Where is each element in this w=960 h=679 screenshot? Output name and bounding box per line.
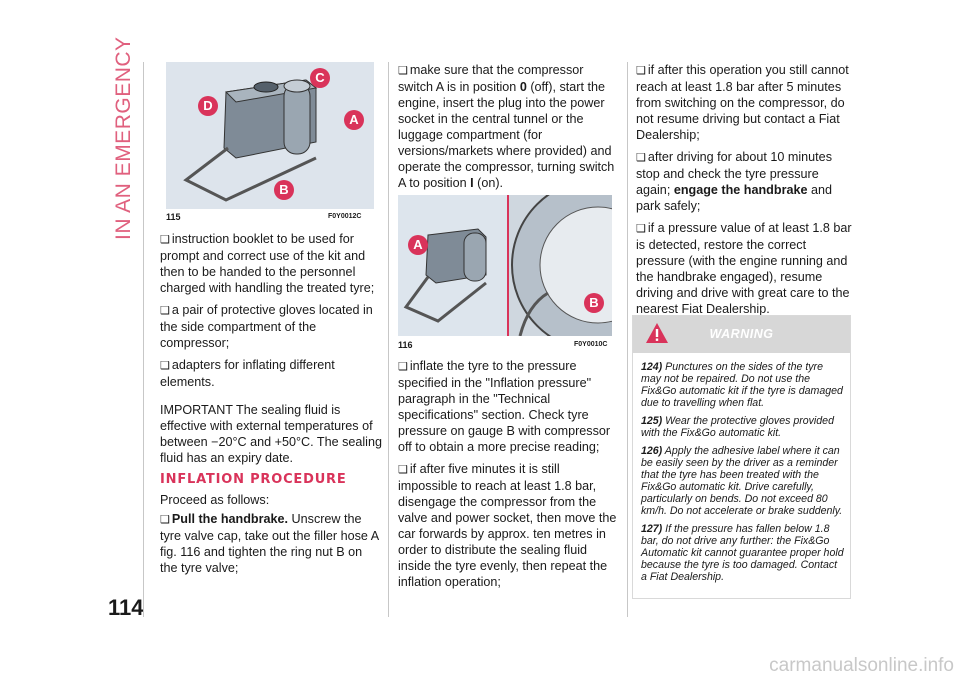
page-number: 114 [108, 595, 144, 620]
list-item: ❑ instruction booklet to be used for prompt and correct use of the kit and then to be handed to the personnel charged with handling the treated tyre; [160, 232, 375, 295]
callout-d: D [198, 96, 218, 116]
list-item: ❑ adapters for inflating different elements. [160, 358, 335, 389]
callout-b: B [584, 293, 604, 313]
list-item: ❑ inflate the tyre to the pressure specified in the "Inflation pressure" paragraph in the "Technical specifications" section. Check tyre pressure on gauge B with compressor off to obtain a more precise reading; [398, 359, 611, 454]
callout-c: C [310, 68, 330, 88]
list-item: ❑ if after this operation you still cannot reach at least 1.8 bar after 5 minutes from switching on the compressor, do not resume driving but contact a Fiat Dealership; [636, 63, 849, 142]
checkbox-icon: ❑ [398, 464, 408, 476]
warning-note: 124) Punctures on the sides of the tyre may not be repaired. Do not use the Fix&Go automatic kit if the tyre is damaged due to travelling when flat. [641, 361, 843, 409]
list-item: ❑ make sure that the compressor switch A is in position 0 (off), start the engine, insert the plug into the power socket in the central tunnel or the luggage compartment (for versions/markets where provided) and operate the compressor, turning switch A to position I (on). [398, 63, 615, 190]
checkbox-icon: ❑ [398, 361, 408, 373]
column-3 [636, 62, 854, 323]
checkbox-icon: ❑ [636, 65, 646, 77]
important-note: IMPORTANT The sealing fluid is effective with external temperatures of between −20°C and +50°C. The sealing fluid has an expiry date. [160, 403, 382, 465]
list-item: ❑ after driving for about 10 minutes stop and check the tyre pressure again; engage the handbrake and park safely; [636, 150, 832, 213]
section-side-title-text: IN AN EMERGENCY [112, 36, 135, 240]
list-item: ❑ Pull the handbrake. Unscrew the tyre valve cap, take out the filler hose A fig. 116 and tighten the ring nut B on the tyre valve; [160, 512, 379, 575]
warning-note: 125) Wear the protective gloves provided with the Fix&Go automatic kit. [641, 415, 834, 439]
tyre-inflation-illustration [398, 195, 612, 336]
checkbox-icon: ❑ [160, 305, 170, 317]
callout-a: A [408, 235, 428, 255]
compressor-illustration [166, 62, 374, 209]
checkbox-icon: ❑ [160, 514, 170, 526]
checkbox-icon: ❑ [160, 234, 170, 246]
column-2 [398, 62, 620, 197]
warning-note: 127) If the pressure has fallen below 1.8 bar, do not drive any further: the Fix&Go Automatic kit cannot guarantee proper hold because the tyre is too damaged. Contact a Fiat Dealership. [641, 523, 844, 583]
callout-a: A [344, 110, 364, 130]
column-1 [160, 231, 382, 582]
column-divider [143, 62, 144, 617]
column-2-lower [398, 358, 620, 596]
figure-116-image [398, 195, 612, 336]
figure-116-number: 116 [398, 340, 413, 350]
callout-b: B [274, 180, 294, 200]
warning-box [632, 315, 851, 599]
checkbox-icon: ❑ [160, 360, 170, 372]
watermark: carmanualsonline.info [769, 655, 954, 676]
warning-note: 126) Apply the adhesive label where it can be easily seen by the driver as a reminder that the tyre has been treated with the Fix&Go automatic kit. Drive carefully, particularly on bends. Do not exceed 80 km/h. Do not accelerate or brake suddenly. [641, 445, 843, 517]
column-divider [388, 62, 389, 617]
warning-header [633, 316, 850, 353]
intro-text: Proceed as follows: [160, 493, 270, 507]
figure-115-image [166, 62, 374, 209]
warning-notes [633, 353, 850, 583]
list-item: ❑ if a pressure value of at least 1.8 bar is detected, restore the correct pressure (with the engine running and the handbrake engaged), resume driving and drive with great care to the nearest Fiat Dealership. [636, 221, 852, 316]
section-heading: INFLATION PROCEDURE [160, 472, 347, 487]
list-item: ❑ if after five minutes it is still impossible to reach at least 1.8 bar, disengage the compressor from the valve and power socket, then move the car forwards by approx. ten metres in order to distribute the sealing fluid inside the tyre evenly, then repeat the inflation operation; [398, 462, 617, 589]
figure-115-number: 115 [166, 212, 181, 222]
checkbox-icon: ❑ [636, 152, 646, 164]
checkbox-icon: ❑ [636, 223, 646, 235]
warning-title: WARNING [709, 327, 774, 341]
list-item: ❑ a pair of protective gloves located in the side compartment of the compressor; [160, 303, 373, 350]
checkbox-icon: ❑ [398, 65, 408, 77]
column-divider [627, 62, 628, 617]
section-side-title [112, 36, 138, 240]
figure-116-code: F0Y0010C [574, 341, 608, 348]
figure-115-code: F0Y0012C [328, 213, 362, 220]
